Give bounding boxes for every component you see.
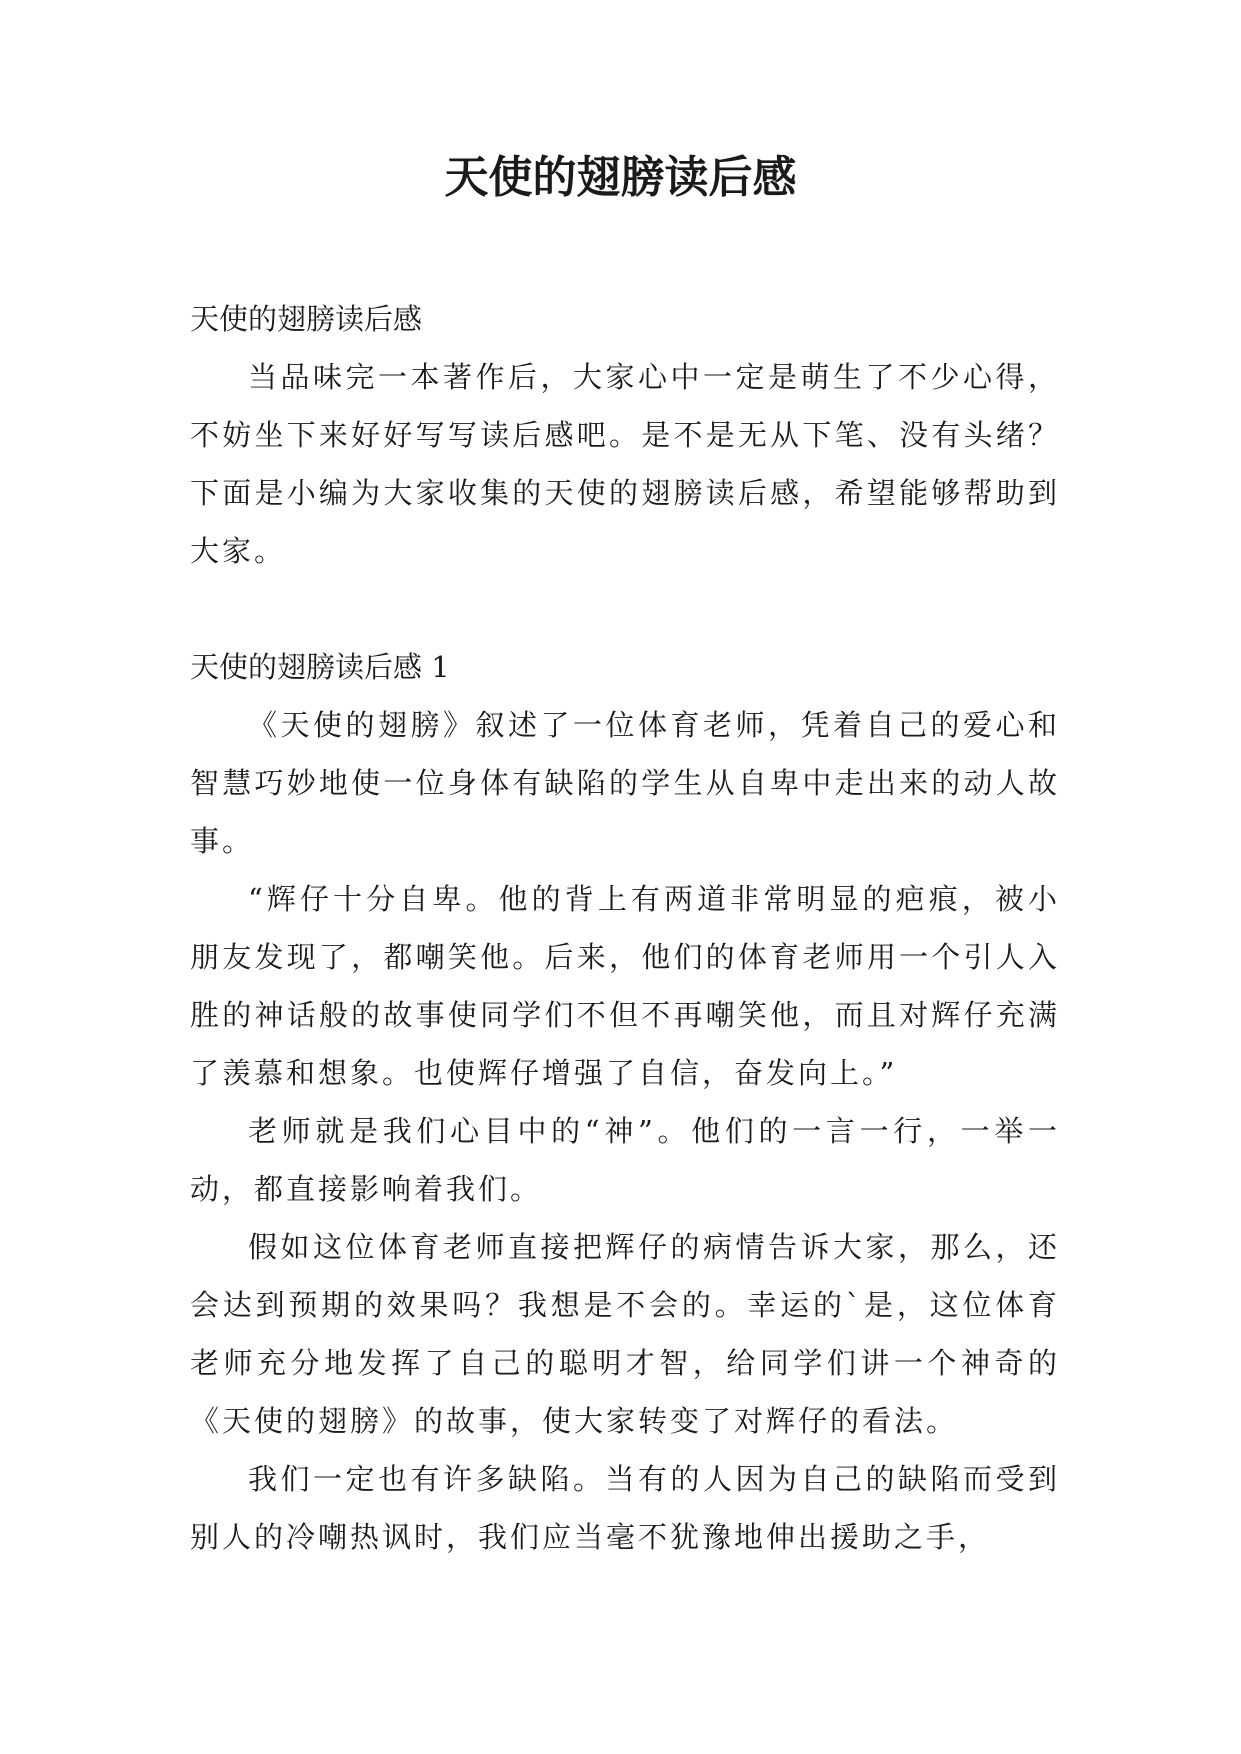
intro-heading: 天使的翅膀读后感 bbox=[190, 302, 423, 336]
section1-heading: 天使的翅膀读后感 1 bbox=[190, 650, 450, 684]
document-title: 天使的翅膀读后感 bbox=[444, 152, 797, 203]
section1-paragraph-2: “辉仔十分自卑。他的背上有两道非常明显的疤痕，被小朋友发现了，都嘲笑他。后来，他们的体育老师用一个引人入胜的神话般的故事使同学们不但不再嘲笑他，而且对辉仔充满了羡慕和想象。也使辉仔增强了自信，奋发向上。” bbox=[190, 882, 1060, 1090]
section1-paragraph-3: 老师就是我们心目中的“神”。他们的一言一行，一举一动，都直接影响着我们。 bbox=[190, 1114, 1060, 1206]
section-spacer bbox=[190, 580, 1060, 638]
section1-paragraph-4: 假如这位体育老师直接把辉仔的病情告诉大家，那么，还会达到预期的效果吗？我想是不会的。幸运的`是，这位体育老师充分地发挥了自己的聪明才智，给同学们讲一个神奇的《天使的翅膀》的故事，使大家转变了对辉仔的看法。 bbox=[190, 1230, 1060, 1438]
section1-paragraph-5: 我们一定也有许多缺陷。当有的人因为自己的缺陷而受到别人的冷嘲热讽时，我们应当毫不犹豫地伸出援助之手， bbox=[190, 1462, 1060, 1554]
section1-paragraph-1: 《天使的翅膀》叙述了一位体育老师，凭着自己的爱心和智慧巧妙地使一位身体有缺陷的学生从自卑中走出来的动人故事。 bbox=[190, 708, 1060, 858]
intro-paragraph: 当品味完一本著作后，大家心中一定是萌生了不少心得，不妨坐下来好好写写读后感吧。是不是无从下笔、没有头绪？下面是小编为大家收集的天使的翅膀读后感，希望能够帮助到大家。 bbox=[190, 360, 1060, 568]
document-body bbox=[190, 290, 1060, 1566]
